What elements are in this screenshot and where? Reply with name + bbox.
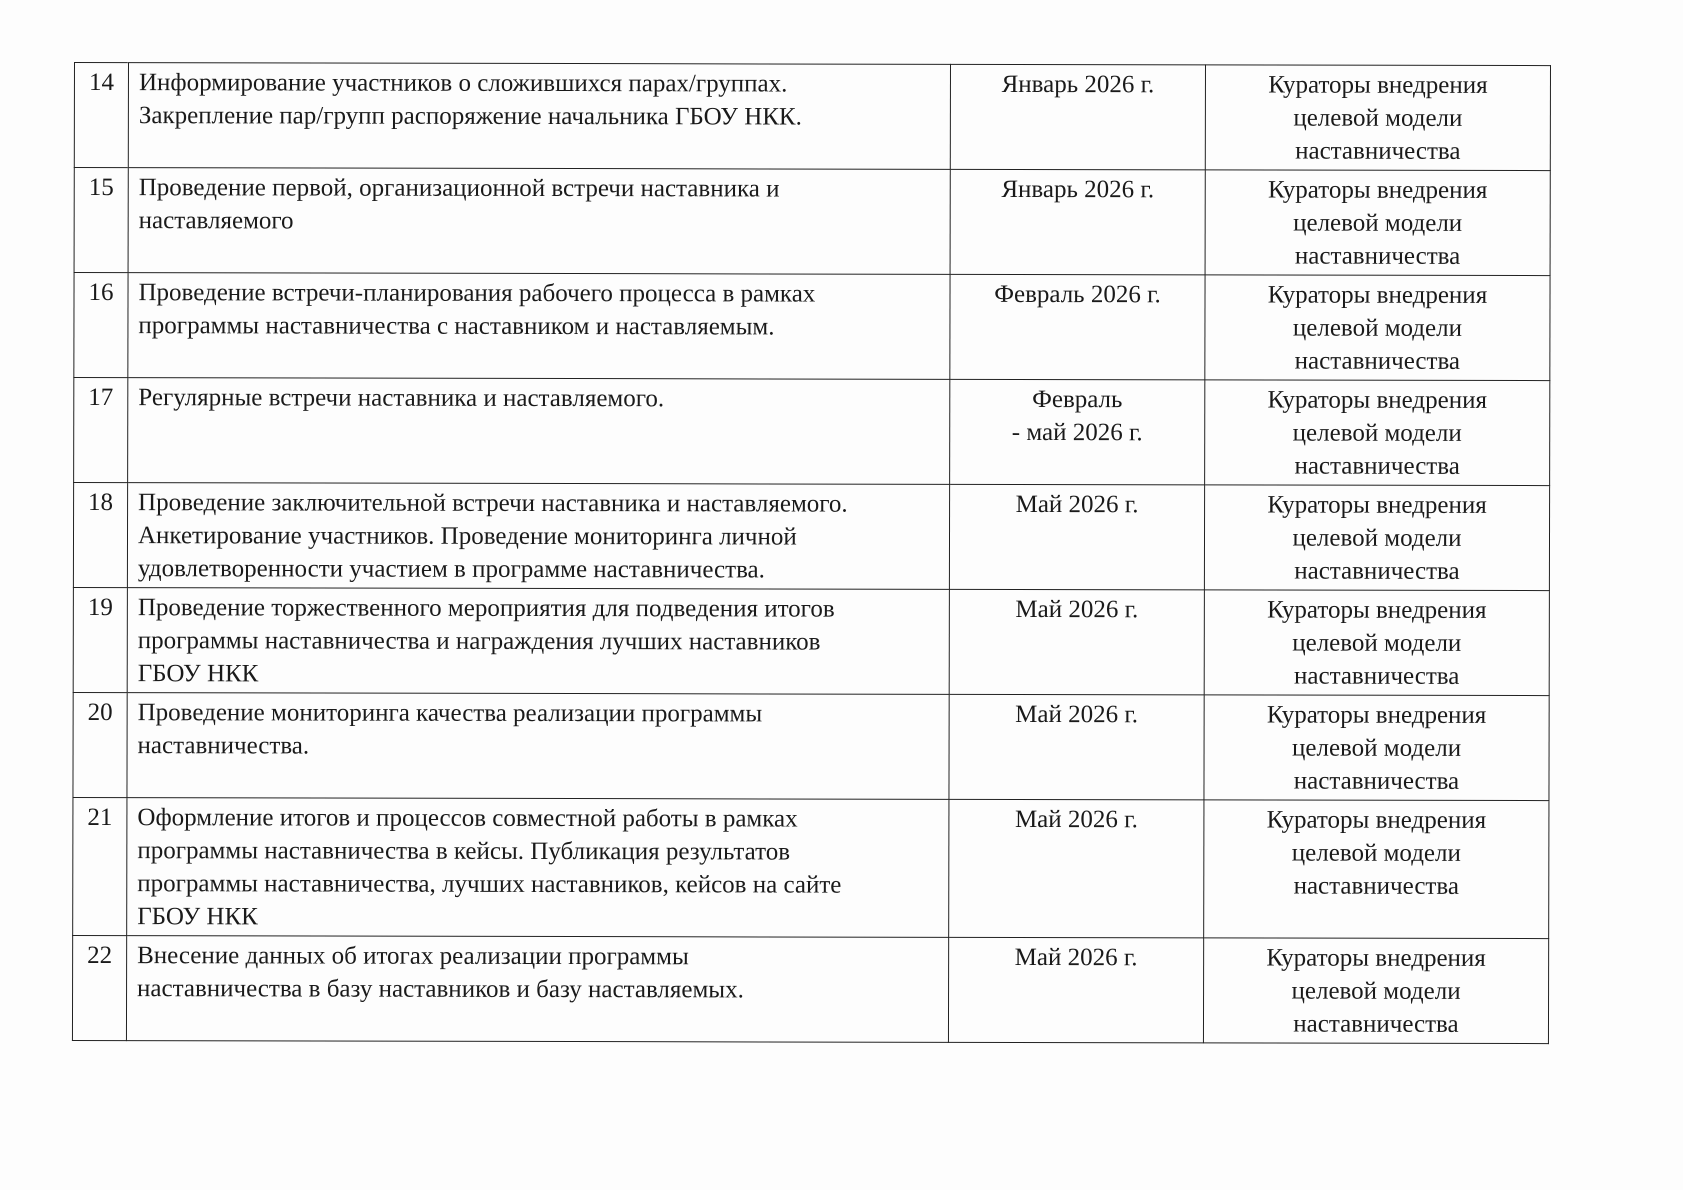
event-text-line: Оформление итогов и процессов совместной работы в рамках	[137, 804, 798, 833]
responsible-text-line: наставничества	[1294, 242, 1461, 270]
table-row	[73, 692, 1549, 800]
row-number: 22	[72, 935, 126, 1040]
responsible-text-line: Кураторы внедрения	[1266, 701, 1487, 729]
event-cell	[127, 798, 949, 938]
table-row	[74, 378, 1550, 486]
row-number: 18	[73, 483, 127, 588]
event-cell	[127, 588, 949, 695]
date-text-line: Февраль	[1032, 386, 1123, 414]
event-cell	[126, 936, 948, 1043]
date-text-line: Май 2026 г.	[1014, 943, 1138, 972]
date-cell	[949, 484, 1204, 590]
row-number: 15	[74, 168, 128, 273]
date-cell	[950, 274, 1205, 380]
responsible-text-line: целевой модели	[1291, 977, 1461, 1005]
event-text-line: программы наставничества и награждения лучших наставников	[137, 627, 821, 656]
responsible-text-line: наставничества	[1293, 1010, 1459, 1038]
event-cell	[127, 483, 949, 590]
responsible-text-line: наставничества	[1294, 347, 1461, 375]
table-row	[73, 587, 1549, 695]
event-text-line: наставничества в базу наставников и базу наставляемых.	[137, 975, 744, 1004]
date-cell	[949, 589, 1204, 695]
responsible-text-line: целевой модели	[1292, 419, 1462, 447]
event-text-line: ГБОУ НКК	[137, 660, 259, 688]
event-text-line: Закрепление пар/групп распоряжение начальника ГБОУ НКК.	[138, 102, 802, 131]
responsible-text-line: наставничества	[1294, 662, 1460, 690]
event-text-line: ГБОУ НКК	[137, 903, 258, 931]
date-text-line: Январь 2026 г.	[1001, 175, 1155, 204]
date-cell	[950, 169, 1205, 275]
event-cell	[128, 378, 950, 485]
event-text-line: наставничества.	[137, 732, 310, 760]
responsible-text-line: наставничества	[1295, 137, 1461, 165]
responsible-text-line: Кураторы внедрения	[1267, 386, 1488, 414]
responsible-text-line: целевой модели	[1291, 734, 1462, 762]
responsible-text-line: Кураторы внедрения	[1268, 71, 1488, 99]
date-cell	[950, 64, 1205, 170]
row-number: 17	[74, 378, 128, 483]
event-text-line: Проведение первой, организационной встречи наставника и	[138, 174, 780, 203]
event-text-line: удовлетворенности участием в программе наставничества.	[137, 555, 765, 584]
date-cell	[948, 937, 1203, 1043]
event-text-line: Внесение данных об итогах реализации программы	[137, 942, 689, 971]
responsible-text-line: целевой модели	[1292, 314, 1463, 342]
event-text-line: Проведение торжественного мероприятия для подведения итогов	[137, 594, 835, 623]
date-cell	[949, 799, 1204, 938]
responsible-cell	[1203, 938, 1548, 1044]
event-text-line: Проведение заключительной встречи наставника и наставляемого.	[138, 489, 848, 518]
event-text-line: Анкетирование участников. Проведение мониторинга личной	[137, 522, 797, 551]
mentoring-plan-table	[72, 62, 1551, 1044]
table-row	[74, 273, 1550, 381]
responsible-text-line: наставничества	[1294, 557, 1460, 585]
table-row	[74, 168, 1550, 276]
responsible-text-line: целевой модели	[1293, 104, 1463, 132]
table-row	[73, 797, 1549, 938]
date-text-line: Февраль 2026 г.	[994, 280, 1161, 309]
responsible-cell	[1205, 275, 1550, 381]
row-number: 19	[73, 587, 127, 692]
responsible-text-line: наставничества	[1294, 452, 1460, 480]
date-text-line: Май 2026 г.	[1015, 595, 1139, 624]
date-text-line: Январь 2026 г.	[1001, 70, 1155, 99]
event-text-line: программы наставничества с наставником и наставляемым.	[138, 312, 775, 341]
responsible-cell	[1205, 170, 1550, 276]
event-text-line: Проведение мониторинга качества реализации программы	[137, 699, 763, 728]
table-row	[73, 483, 1549, 591]
responsible-text-line: наставничества	[1293, 767, 1460, 795]
date-text-line: Май 2026 г.	[1014, 805, 1138, 834]
date-cell	[950, 379, 1205, 485]
event-cell	[128, 63, 950, 170]
responsible-text-line: Кураторы внедрения	[1267, 281, 1488, 309]
event-text-line: Проведение встречи-планирования рабочего процесса в рамках	[138, 279, 816, 308]
event-cell	[128, 168, 950, 275]
responsible-text-line: Кураторы внедрения	[1266, 806, 1487, 834]
row-number: 21	[73, 797, 127, 935]
responsible-cell	[1204, 590, 1549, 696]
responsible-cell	[1204, 485, 1549, 591]
date-text-line: Май 2026 г.	[1015, 700, 1139, 729]
responsible-cell	[1205, 380, 1550, 486]
event-cell	[127, 693, 949, 800]
event-text-line: наставляемого	[138, 207, 294, 235]
responsible-cell	[1204, 695, 1549, 801]
responsible-text-line: целевой модели	[1291, 839, 1461, 867]
responsible-text-line: Кураторы внедрения	[1267, 596, 1487, 624]
table-row	[74, 63, 1550, 171]
responsible-text-line: целевой модели	[1292, 629, 1462, 657]
date-text-line: Май 2026 г.	[1015, 490, 1139, 519]
event-cell	[128, 273, 950, 380]
event-text-line: Информирование участников о сложившихся парах/группах.	[138, 69, 788, 98]
event-text-line: Регулярные встречи наставника и наставляемого.	[138, 384, 665, 413]
table-body	[72, 63, 1550, 1044]
responsible-text-line: наставничества	[1293, 872, 1459, 900]
row-number: 20	[73, 692, 127, 797]
date-text-line: - май 2026 г.	[1011, 418, 1143, 447]
row-number: 14	[74, 63, 128, 168]
responsible-cell	[1205, 65, 1550, 171]
responsible-text-line: Кураторы внедрения	[1267, 176, 1488, 204]
responsible-text-line: Кураторы внедрения	[1266, 944, 1486, 972]
table-row	[72, 935, 1548, 1043]
responsible-text-line: целевой модели	[1293, 209, 1463, 237]
date-cell	[949, 694, 1204, 800]
responsible-text-line: Кураторы внедрения	[1267, 491, 1487, 519]
responsible-text-line: целевой модели	[1292, 524, 1462, 552]
responsible-cell	[1204, 800, 1549, 939]
event-text-line: программы наставничества, лучших наставников, кейсов на сайте	[137, 870, 842, 899]
event-text-line: программы наставничества в кейсы. Публикация результатов	[137, 837, 791, 866]
row-number: 16	[74, 273, 128, 378]
